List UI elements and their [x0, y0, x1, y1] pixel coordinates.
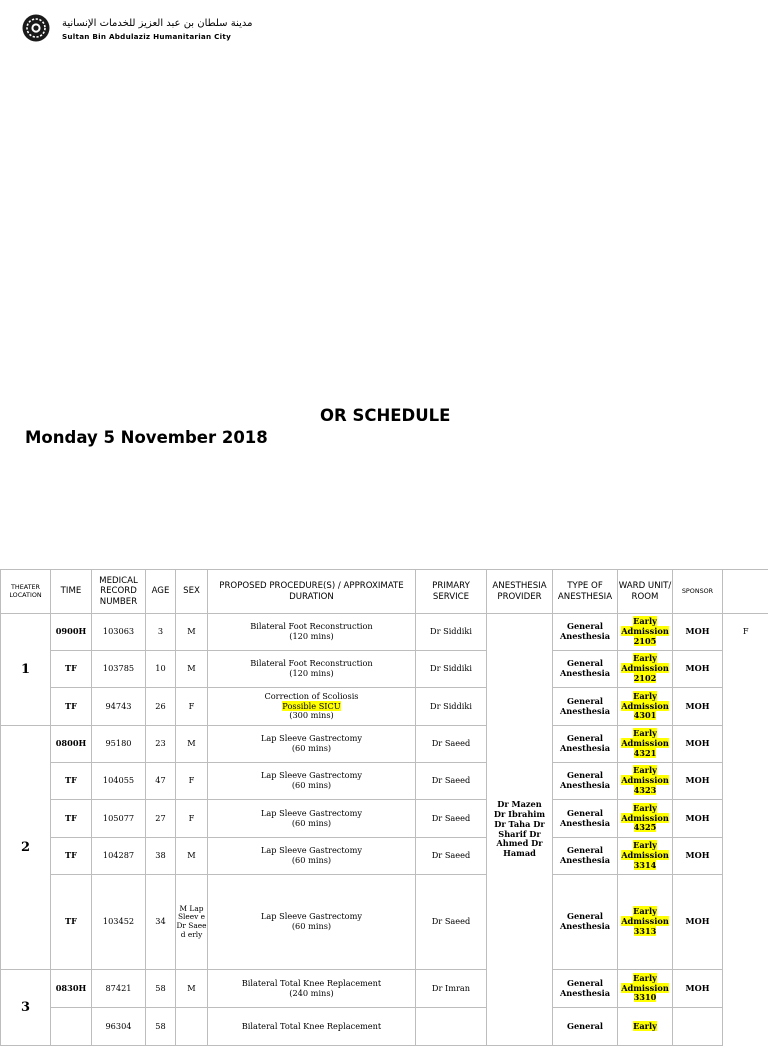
service-cell	[416, 1008, 487, 1046]
sponsor-cell: MOH	[673, 838, 723, 875]
anesthesia-type-cell: General	[553, 1008, 618, 1046]
header-procedure: PROPOSED PROCEDURE(S) / APPROXIMATE DURATION	[208, 570, 416, 614]
ward-highlight	[621, 691, 669, 721]
mrn-cell: 103452	[92, 875, 146, 970]
time-cell: TF	[51, 651, 92, 688]
service-cell: Dr Saeed	[416, 800, 487, 838]
age-cell: 58	[146, 1008, 176, 1046]
procedure-name: Lap Sleeve Gastrectomy	[261, 845, 362, 855]
extra-cell: F	[723, 614, 768, 651]
table-row	[1, 800, 768, 838]
ward-label: Early Admission	[621, 691, 669, 711]
sponsor-cell: MOH	[673, 688, 723, 726]
sponsor-cell: MOH	[673, 651, 723, 688]
extra-cell	[723, 688, 768, 726]
header-sex: SEX	[176, 570, 208, 614]
procedure-duration: (60 mins)	[292, 855, 331, 865]
ward-room: 3314	[634, 860, 657, 870]
ward-highlight	[621, 973, 669, 1003]
header-time: TIME	[51, 570, 92, 614]
mrn-cell: 103063	[92, 614, 146, 651]
ward-cell	[618, 800, 673, 838]
ward-room: 2102	[634, 673, 657, 683]
procedure-cell	[208, 763, 416, 800]
sex-cell: F	[176, 763, 208, 800]
procedure-duration: (300 mins)	[289, 710, 333, 720]
procedure-name: Lap Sleeve Gastrectomy	[261, 733, 362, 743]
brand-arabic: مدينة سلطان بن عبد العزيز للخدمات الإنسانية	[62, 18, 253, 29]
age-cell: 23	[146, 726, 176, 763]
procedure-name: Lap Sleeve Gastrectomy	[261, 808, 362, 818]
ward-highlight	[621, 616, 669, 646]
time-cell: 0900H	[51, 614, 92, 651]
extra-cell	[723, 651, 768, 688]
procedure-name: Lap Sleeve Gastrectomy	[261, 911, 362, 921]
theater-location: 3	[1, 970, 51, 1046]
ward-label: Early Admission	[621, 906, 669, 926]
ward-room: 4325	[634, 822, 657, 832]
ward-label: Early Admission	[621, 840, 669, 860]
mrn-cell: 104055	[92, 763, 146, 800]
anesthesia-type-cell: General Anesthesia	[553, 800, 618, 838]
ward-cell	[618, 875, 673, 970]
ward-cell	[618, 1008, 673, 1046]
sponsor-cell: MOH	[673, 875, 723, 970]
ward-highlight	[621, 728, 669, 758]
ward-room: 4323	[634, 785, 657, 795]
service-cell: Dr Imran	[416, 970, 487, 1008]
header-ward: WARD UNIT/ ROOM	[618, 570, 673, 614]
procedure-cell	[208, 875, 416, 970]
service-cell: Dr Siddiki	[416, 614, 487, 651]
table-row	[1, 688, 768, 726]
age-cell: 27	[146, 800, 176, 838]
theater-location: 1	[1, 614, 51, 726]
age-cell: 26	[146, 688, 176, 726]
service-cell: Dr Siddiki	[416, 651, 487, 688]
ward-cell	[618, 614, 673, 651]
mrn-cell: 104287	[92, 838, 146, 875]
ward-room: 4301	[634, 710, 657, 720]
age-cell: 58	[146, 970, 176, 1008]
anesthesia-type-cell: General Anesthesia	[553, 838, 618, 875]
ward-highlight	[633, 1021, 657, 1031]
extra-cell	[723, 726, 768, 763]
ward-highlight	[621, 840, 669, 870]
extra-cell	[723, 970, 768, 1008]
anesthesia-type-cell: General Anesthesia	[553, 614, 618, 651]
city-logo-icon	[22, 14, 50, 42]
ward-label: Early Admission	[621, 653, 669, 673]
time-cell: TF	[51, 875, 92, 970]
sex-cell: M	[176, 838, 208, 875]
sex-cell: M	[176, 614, 208, 651]
extra-cell	[723, 875, 768, 970]
procedure-note: Possible SICU	[282, 701, 340, 711]
extra-cell	[723, 1008, 768, 1046]
table-row	[1, 614, 768, 651]
time-cell	[51, 1008, 92, 1046]
header-age: AGE	[146, 570, 176, 614]
procedure-duration: (60 mins)	[292, 818, 331, 828]
mrn-cell: 94743	[92, 688, 146, 726]
or-schedule-table	[0, 569, 768, 1046]
header-service: PRIMARY SERVICE	[416, 570, 487, 614]
procedure-cell	[208, 614, 416, 651]
table-row	[1, 651, 768, 688]
ward-highlight	[621, 765, 669, 795]
ward-label: Early Admission	[621, 616, 669, 636]
ward-highlight	[621, 906, 669, 936]
procedure-duration: (60 mins)	[292, 743, 331, 753]
age-cell: 38	[146, 838, 176, 875]
ward-label: Early Admission	[621, 765, 669, 785]
sex-cell: M	[176, 970, 208, 1008]
brand-latin: Sultan Bin Abdulaziz Humanitarian City	[62, 32, 231, 41]
procedure-duration: (60 mins)	[292, 780, 331, 790]
header-mrn: MEDICAL RECORD NUMBER	[92, 570, 146, 614]
procedure-name: Bilateral Total Knee Replacement	[242, 1021, 381, 1031]
ward-cell	[618, 726, 673, 763]
procedure-name: Lap Sleeve Gastrectomy	[261, 770, 362, 780]
anesthesia-type-cell: General Anesthesia	[553, 688, 618, 726]
procedure-duration: (120 mins)	[289, 631, 333, 641]
ward-room: 2105	[634, 636, 657, 646]
header-sponsor: SPONSOR	[673, 570, 723, 614]
sponsor-cell	[673, 1008, 723, 1046]
ward-cell	[618, 688, 673, 726]
ward-cell	[618, 838, 673, 875]
anesthesia-type-cell: General Anesthesia	[553, 875, 618, 970]
procedure-cell	[208, 800, 416, 838]
procedure-cell	[208, 688, 416, 726]
procedure-name: Bilateral Total Knee Replacement	[242, 978, 381, 988]
procedure-cell	[208, 838, 416, 875]
table-row	[1, 726, 768, 763]
extra-cell	[723, 763, 768, 800]
mrn-cell: 87421	[92, 970, 146, 1008]
procedure-duration: (120 mins)	[289, 668, 333, 678]
service-cell: Dr Saeed	[416, 838, 487, 875]
procedure-cell	[208, 1008, 416, 1046]
procedure-name: Bilateral Foot Reconstruction	[250, 621, 372, 631]
table-row	[1, 763, 768, 800]
service-cell: Dr Saeed	[416, 763, 487, 800]
anesthesia-type-cell: General Anesthesia	[553, 763, 618, 800]
extra-cell	[723, 800, 768, 838]
procedure-cell	[208, 970, 416, 1008]
table-row	[1, 970, 768, 1008]
age-cell: 47	[146, 763, 176, 800]
table-row	[1, 838, 768, 875]
sponsor-cell: MOH	[673, 726, 723, 763]
mrn-cell: 105077	[92, 800, 146, 838]
ward-room: 4321	[634, 748, 657, 758]
procedure-duration: (240 mins)	[289, 988, 333, 998]
anesthesia-type-cell: General Anesthesia	[553, 651, 618, 688]
service-cell: Dr Siddiki	[416, 688, 487, 726]
procedure-duration: (60 mins)	[292, 921, 331, 931]
sponsor-cell: MOH	[673, 614, 723, 651]
procedure-cell	[208, 651, 416, 688]
age-cell: 34	[146, 875, 176, 970]
ward-room: 3313	[634, 926, 657, 936]
ward-cell	[618, 763, 673, 800]
time-cell: TF	[51, 800, 92, 838]
table-row	[1, 1008, 768, 1046]
ward-cell	[618, 970, 673, 1008]
anesthesia-type-cell: General Anesthesia	[553, 970, 618, 1008]
procedure-name: Correction of Scoliosis	[264, 691, 358, 701]
sex-cell: F	[176, 688, 208, 726]
procedure-name: Bilateral Foot Reconstruction	[250, 658, 372, 668]
sex-cell: F	[176, 800, 208, 838]
sponsor-cell: MOH	[673, 970, 723, 1008]
header-theater: THEATER LOCATION	[1, 570, 51, 614]
ward-label: Early Admission	[621, 728, 669, 748]
ward-room: 3310	[634, 992, 657, 1002]
sex-cell: M	[176, 651, 208, 688]
sponsor-cell: MOH	[673, 800, 723, 838]
ward-label: Early Admission	[621, 803, 669, 823]
ward-highlight	[621, 653, 669, 683]
mrn-cell: 96304	[92, 1008, 146, 1046]
ward-cell	[618, 651, 673, 688]
sex-cell: M Lap Sleev e Dr Saee d erly	[176, 875, 208, 970]
extra-cell	[723, 838, 768, 875]
time-cell: TF	[51, 763, 92, 800]
document-title: OR SCHEDULE	[320, 406, 450, 425]
sponsor-cell: MOH	[673, 763, 723, 800]
ward-label: Early Admission	[621, 973, 669, 993]
sex-cell: M	[176, 726, 208, 763]
procedure-cell	[208, 726, 416, 763]
mrn-cell: 103785	[92, 651, 146, 688]
age-cell: 10	[146, 651, 176, 688]
time-cell: 0830H	[51, 970, 92, 1008]
anesthesia-type-cell: General Anesthesia	[553, 726, 618, 763]
age-cell: 3	[146, 614, 176, 651]
service-cell: Dr Saeed	[416, 875, 487, 970]
theater-location: 2	[1, 726, 51, 970]
ward-highlight	[621, 803, 669, 833]
service-cell: Dr Saeed	[416, 726, 487, 763]
table-header-row	[1, 570, 768, 614]
time-cell: 0800H	[51, 726, 92, 763]
sex-cell	[176, 1008, 208, 1046]
time-cell: TF	[51, 688, 92, 726]
anesthesia-provider-cell: Dr Mazen Dr Ibrahim Dr Taha Dr Sharif Dr Ahmed Dr Hamad	[487, 614, 553, 1046]
header-anes-type: TYPE OF ANESTHESIA	[553, 570, 618, 614]
header-blank	[723, 570, 768, 614]
table-row	[1, 875, 768, 970]
ward-label: Early	[633, 1021, 657, 1031]
document-date: Monday 5 November 2018	[25, 428, 268, 447]
time-cell: TF	[51, 838, 92, 875]
mrn-cell: 95180	[92, 726, 146, 763]
header-anes-provider: ANESTHESIA PROVIDER	[487, 570, 553, 614]
